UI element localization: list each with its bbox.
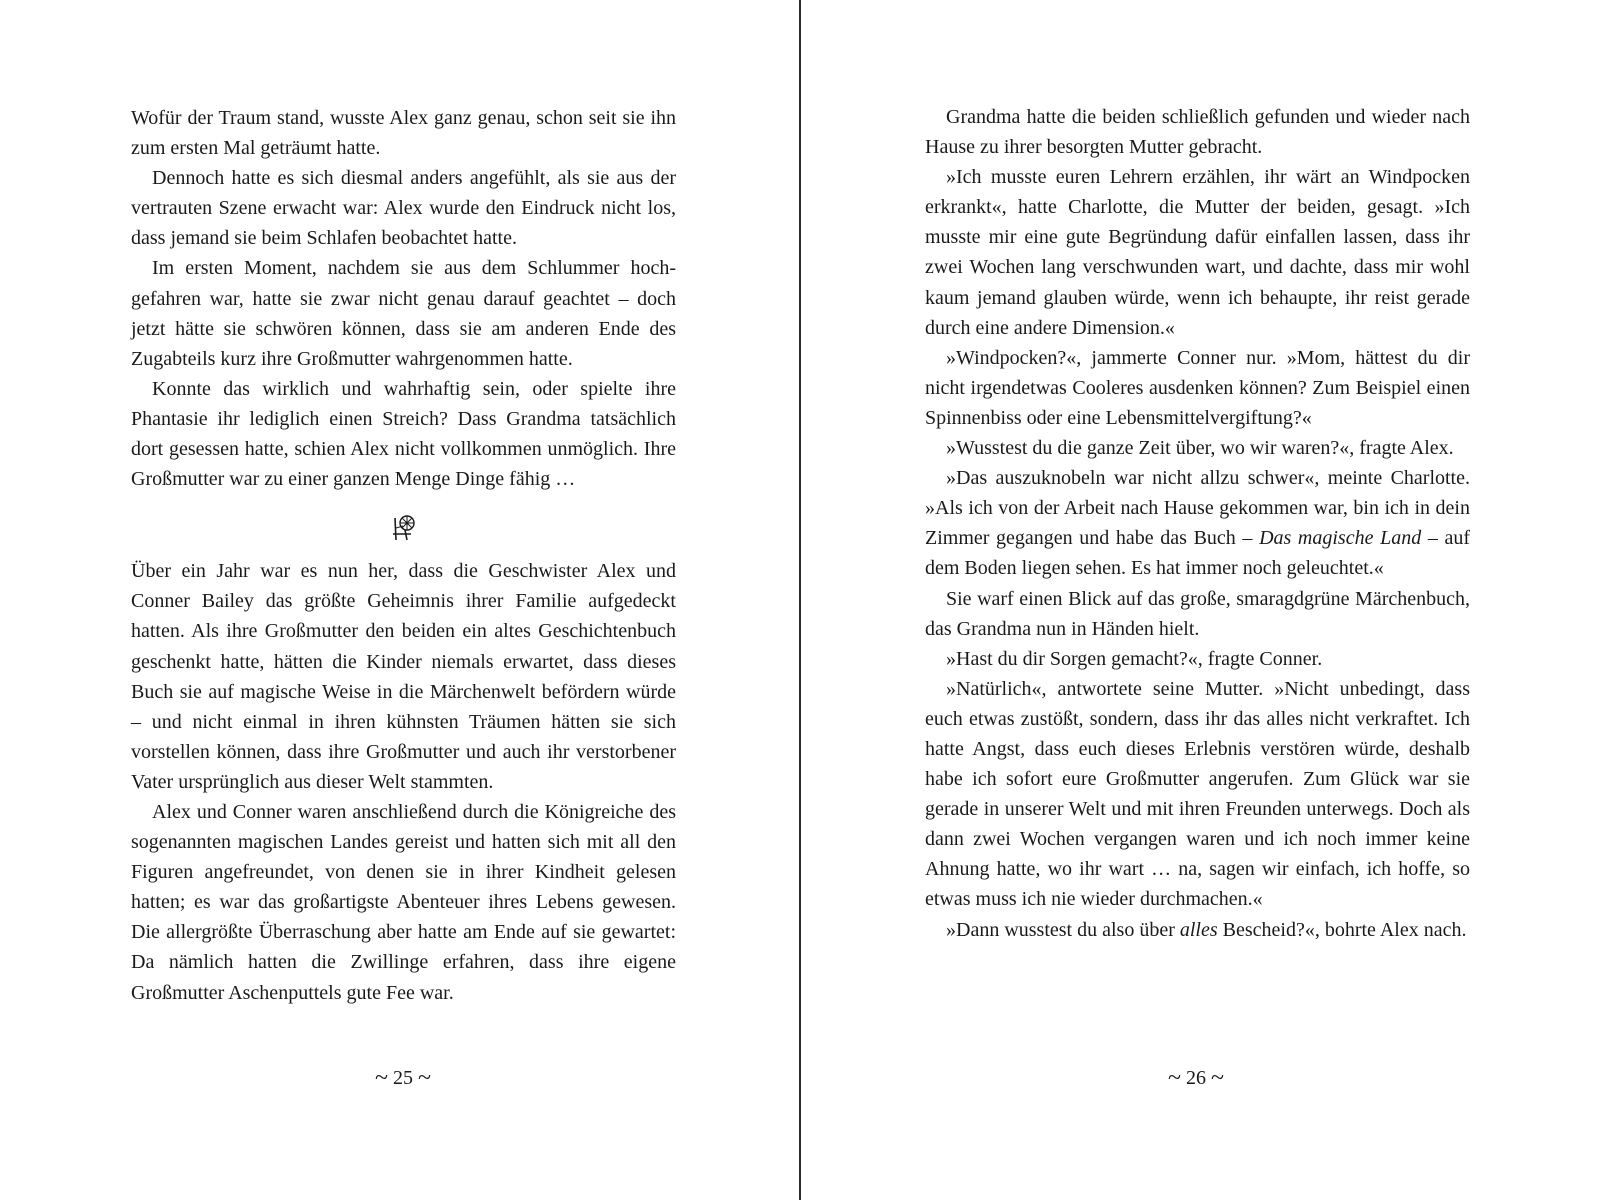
tilde-ornament: ~ <box>1211 1065 1224 1091</box>
emphasis: alles <box>1179 918 1218 941</box>
page-number-right <box>1116 1064 1276 1091</box>
paragraph <box>925 463 1470 583</box>
paragraph: Über ein Jahr war es nun her, dass die Geschwister Alex und Conner Bailey das größte Geheimnis ihrer Familie aufgedeckt hatten. Als ihre Großmutter den beiden ein altes Geschichtenbuch geschenkt hatte, hätten die Kinder niemals erwartet, dass dieses Buch sie auf magische Weise in die Märchenwelt befördern würde – und nicht einmal in ihren kühnsten Träumen hätten sie sich vorstellen können, dass ihre Großmutter und auch ihr verstorbener Vater ursprünglich aus dieser Welt stammten. <box>131 560 676 793</box>
paragraph <box>925 915 1470 945</box>
tilde-ornament: ~ <box>375 1065 388 1091</box>
page-number: 26 <box>1186 1067 1206 1089</box>
paragraph: »Hast du dir Sorgen gemacht?«, fragte Conner. <box>946 647 1323 670</box>
paragraph: »Windpocken?«, jammerte Conner nur. »Mom, hättest du dir nicht irgendetwas Cooleres ausdenken können? Zum Beispiel einen Spinnenbiss oder eine Lebensmittelvergiftung?« <box>925 346 1470 429</box>
page-number-left <box>323 1064 483 1091</box>
text-run: »Dann wusstest du also über <box>946 918 1180 941</box>
paragraph: Grandma hatte die beiden schließlich gefunden und wieder nach Hause zu ihrer besorgten Mutter gebracht. <box>925 106 1470 159</box>
paragraph: Dennoch hatte es sich diesmal anders angefühlt, als sie aus der vertrauten Szene erwacht war: Alex wurde den Eindruck nicht los, dass jemand sie beim Schlafen beobachtet hatte. <box>131 167 676 250</box>
paragraph: »Wusstest du die ganze Zeit über, wo wir waren?«, fragte Alex. <box>946 437 1454 460</box>
left-page <box>131 103 676 1008</box>
book-spine <box>799 0 801 1200</box>
text-run: »Das auszuknobeln war nicht allzu schwer«, meinte Charlotte. »Als ich von der Arbeit nach Hause gekommen war, bin ich in dein Zimmer gegangen und habe das Buch – <box>925 467 1470 550</box>
tilde-ornament: ~ <box>1168 1065 1181 1091</box>
paragraph: »Natürlich«, antwortete seine Mutter. »Nicht unbedingt, dass euch etwas zustößt, sondern, dass ihr das alles nicht verkraftet. Ich hatte Angst, dass euch dieses Erlebnis verstören würde, deshalb habe ich sofort eure Großmutter angerufen. Zum Glück war sie gerade in unserer Welt und mit ihren Freunden unterwegs. Doch als dann zwei Wochen vergangen waren und ich noch immer keine Ahnung hatte, wo ihr wart … na, sagen wir einfach, ich hoffe, so etwas muss ich nie wieder durchmachen.« <box>925 677 1470 911</box>
paragraph: Wofür der Traum stand, wusste Alex ganz genau, schon seit sie ihn zum ersten Mal geträumt hatte. <box>131 107 676 160</box>
text-run: Bescheid?«, bohrte Alex nach. <box>1217 918 1467 941</box>
paragraph: Konnte das wirklich und wahrhaftig sein, oder spielte ihre Phantasie ihr lediglich einen Streich? Dass Grandma tatsächlich dort gesessen hatte, schien Alex nicht vollkommen unmöglich. Ihre Großmutter war zu einer ganzen Menge Dinge fähig … <box>131 377 676 491</box>
section-break <box>131 494 676 556</box>
paragraph: »Ich musste euren Lehrern erzählen, ihr wärt an Windpocken erkrankt«, hatte Charlotte, die Mutter der beiden, gesagt. »Ich musste mir eine gute Begründung dafür einfallen lassen, dass ihr zwei Wochen lang verschwunden wart, und dachte, dass mir wohl kaum jemand glauben würde, wenn ich behaupte, ihr reist gerade durch eine andere Dimension.« <box>925 166 1470 339</box>
spinning-wheel-icon <box>391 513 417 538</box>
tilde-ornament: ~ <box>418 1065 431 1091</box>
paragraph: Im ersten Moment, nachdem sie aus dem Schlummer hochgefahren war, hatte sie zwar nicht genau darauf geachtet – doch jetzt hätte sie schwören können, dass sie am anderen Ende des Zugabteils kurz ihre Großmutter wahrgenommen hatte. <box>131 257 676 370</box>
book-title: Das magische Land <box>1259 527 1422 550</box>
paragraph: Sie warf einen Blick auf das große, smaragdgrüne Märchenbuch, das Grandma nun in Händen hielt. <box>925 587 1470 640</box>
text-run: – auf dem Boden liegen sehen. Es hat immer noch geleuchtet.« <box>925 527 1470 580</box>
right-page <box>925 102 1470 945</box>
paragraph: Alex und Conner waren anschließend durch die Königreiche des sogenannten magischen Landes gereist und hatten sich mit all den Figuren angefreundet, von denen sie in ihrer Kindheit gelesen hatten; es war das großartigste Abenteuer ihres Lebens gewesen. Die allergrößte Überraschung aber hatte am Ende auf sie gewartet: Da nämlich hatten die Zwillinge erfahren, dass ihre eigene Großmutter Aschenputtels gute Fee war. <box>131 800 676 1004</box>
page-number: 25 <box>393 1067 413 1089</box>
